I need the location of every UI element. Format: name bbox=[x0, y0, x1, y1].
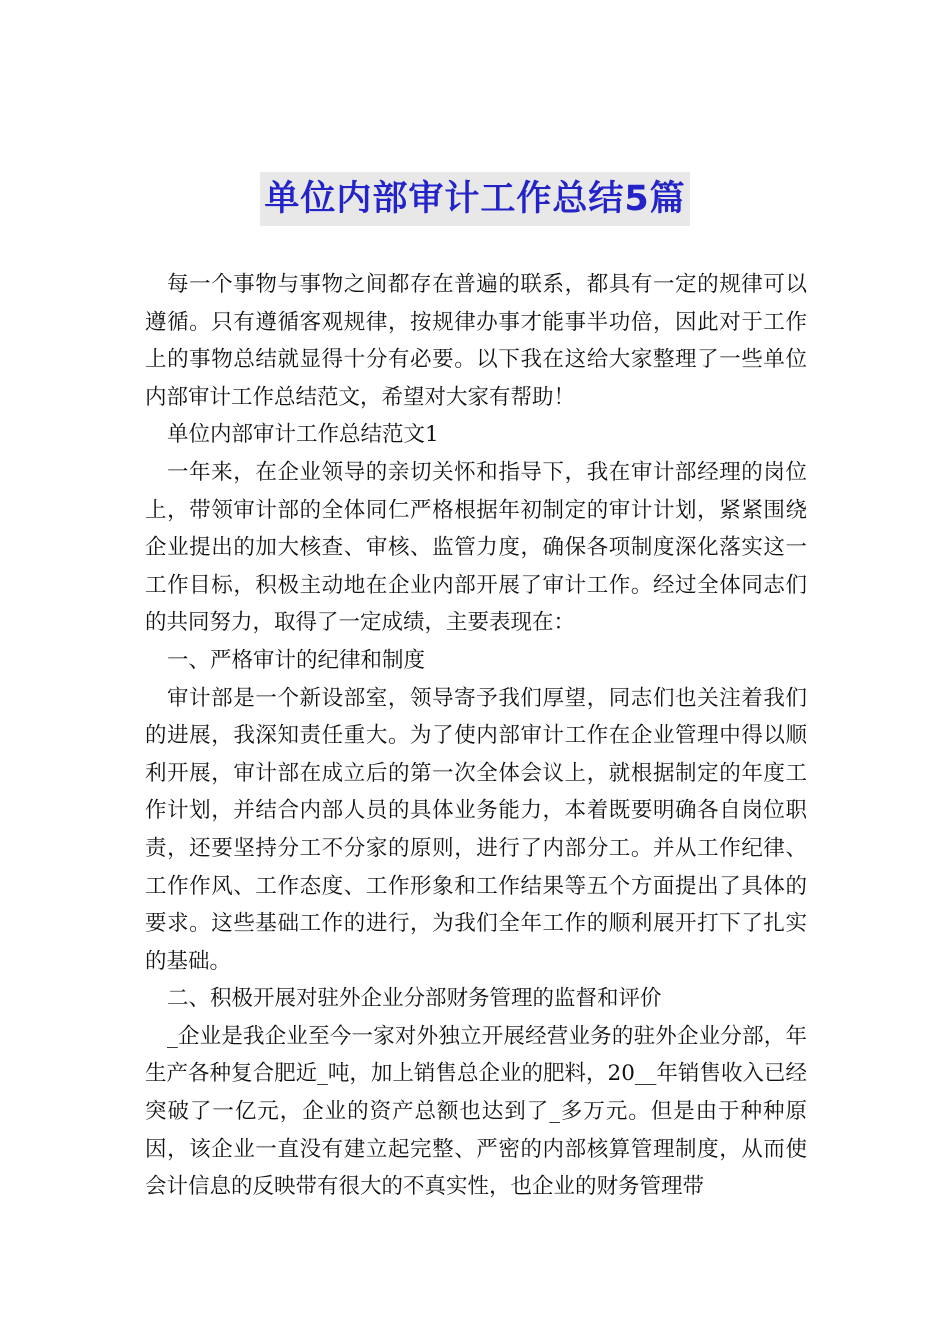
body-paragraph: 一年来，在企业领导的亲切关怀和指导下，我在审计部经理的岗位上，带领审计部的全体同仁严格根据年初制定的审计计划，紧紧围绕企业提出的加大核查、审核、监管力度，确保各项制度深化落实这一工作目标，积极主动地在企业内部开展了审计工作。经过全体同志们的共同努力，取得了一定成绩，主要表现在： bbox=[145, 459, 807, 636]
title-wrap bbox=[0, 172, 950, 226]
page-title: 单位内部审计工作总结5篇 bbox=[260, 172, 689, 226]
section-heading-sample-1: 单位内部审计工作总结范文1 bbox=[167, 422, 439, 448]
body-paragraph: 审计部是一个新设部室，领导寄予我们厚望，同志们也关注着我们的进展，我深知责任重大。为了使内部审计工作在企业管理中得以顺利开展，审计部在成立后的第一次全体会议上，就根据制定的年度工作计划，并结合内部人员的具体业务能力，本着既要明确各自岗位职责，还要坚持分工不分家的原则，进行了内部分工。并从工作纪律、工作作风、工作态度、工作形象和工作结果等五个方面提出了具体的要求。这些基础工作的进行，为我们全年工作的顺利展开打下了扎实的基础。 bbox=[145, 685, 807, 974]
section-heading-supervision: 二、积极开展对驻外企业分部财务管理的监督和评价 bbox=[167, 986, 662, 1012]
section-heading-discipline: 一、严格审计的纪律和制度 bbox=[167, 647, 426, 673]
intro-paragraph: 每一个事物与事物之间都存在普遍的联系，都具有一定的规律可以遵循。只有遵循客观规律，按规律办事才能事半功倍，因此对于工作上的事物总结就显得十分有必要。以下我在这给大家整理了一些单位内部审计工作总结范文，希望对大家有帮助！ bbox=[145, 272, 807, 410]
document-body bbox=[145, 266, 807, 1206]
body-paragraph: _企业是我企业至今一家对外独立开展经营业务的驻外企业分部，年生产各种复合肥近_吨，加上销售总企业的肥料，20__年销售收入已经突破了一亿元，企业的资产总额也达到了_多万元。但是由于种种原因，该企业一直没有建立起完整、严密的内部核算管理制度，从而使会计信息的反映带有很大的不真实性，也企业的财务管理带 bbox=[145, 1023, 807, 1200]
